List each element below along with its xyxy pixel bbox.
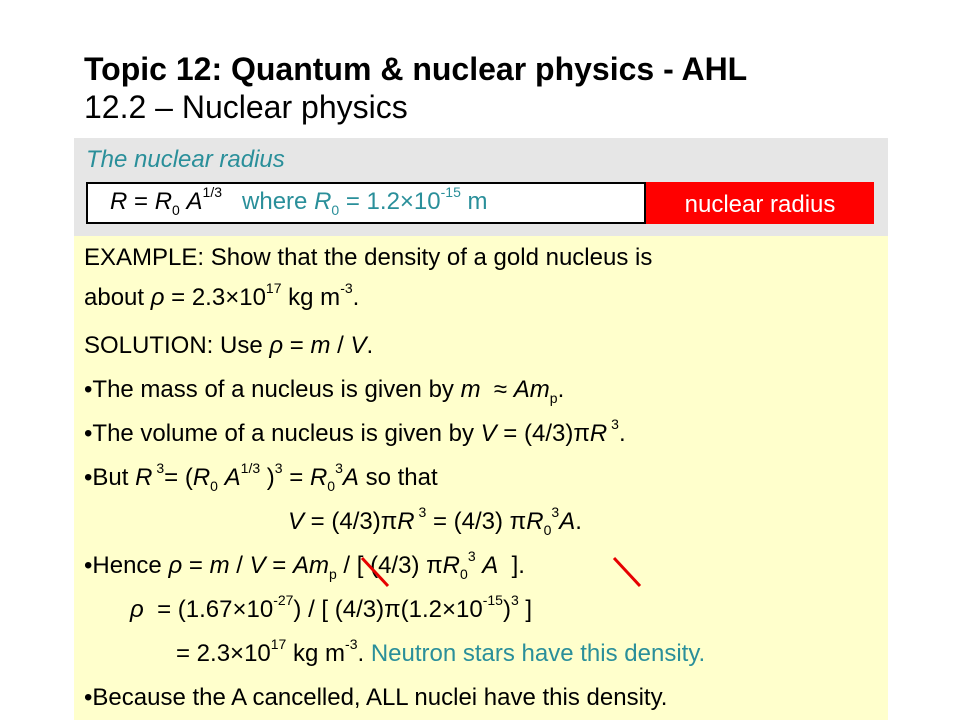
section-heading: The nuclear radius — [86, 146, 285, 173]
title-line2: 12.2 – Nuclear physics — [84, 89, 408, 125]
volume-line: •The volume of a nucleus is given by V = (4/3)πR $^3$. — [84, 416, 626, 447]
solution-line: SOLUTION: Use ρ = m / V. — [84, 332, 374, 359]
hence-line: •Hence $\rho = m / V = Am_p$ / [ (4/3) $\pi R_0^3$ A ]. — [84, 548, 525, 582]
example-line2: about $\rho = 2.3\times 10^{17}$ kg $m^{-3}$. — [84, 280, 360, 311]
rho-calc-line: $\rho = (1.67\times 10^{-27})$ / [ $(4/3)\pi(1.2\times 10^{-15})^3$ ] — [130, 592, 533, 623]
radius-formula: $R = R_0$ $A^{1/3}$ where $R_0 = 1.2\times 10^{-15}$ m — [110, 184, 488, 218]
volume-expanded-line: V = (4/3)πR $^3$ = (4/3) $\pi R_0^3A$. — [288, 504, 582, 538]
cancel-mark-1 — [358, 554, 394, 590]
conclusion-line: •Because the A cancelled, ALL nuclei have this density. — [84, 684, 668, 711]
slide-title — [84, 50, 747, 126]
result-line: = $2.3\times 10^{17}$ kg $m^{-3}$. Neutron stars have this density. — [176, 636, 706, 667]
cancel-mark-2 — [610, 554, 646, 590]
but-line: •But R $^3= (R_0$ $A^{1/3}$ )$^3 = R_0^3A$ so that — [84, 460, 438, 494]
nuclear-radius-tag: nuclear radius — [646, 182, 874, 224]
mass-line: •The mass of a nucleus is given by $m \approx Am_p$. — [84, 376, 565, 406]
neutron-note: Neutron stars have this density. — [370, 640, 706, 667]
example-line1: EXAMPLE: Show that the density of a gold nucleus is — [84, 244, 653, 271]
title-line1: Topic 12: Quantum & nuclear physics - AHL — [84, 51, 748, 87]
